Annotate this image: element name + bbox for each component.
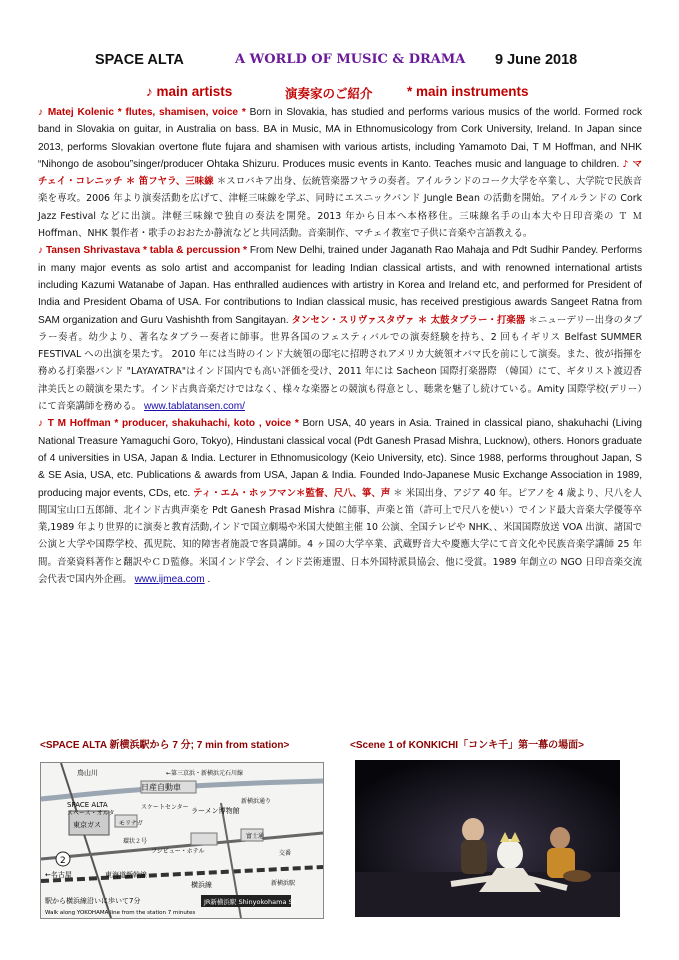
main-artists-label: ♪ main artists: [146, 84, 233, 99]
artist-bio-jp: ＊ニューデリー出身のタブラー奏者。幼少より、著名なタブラー奏者に師事。世界各国のフェスティバルでの演奏経験を持ち、2 回もイギリス Belfast SUMMER FESTIVAL への出演を果たす。 2010 年には当時のインド大統領の邸宅に招聘されアメリカ大統領オバマ氏を前にして演奏。また、彼が指揮を務める打楽器バンド "LAYAYATRA"はインド国内でも高い評価を受け、2011 年には Sacheon 国際打楽器際 （韓国）にて、ギタリスト渡辺香津美氏との競演を果たす。インド古典音楽だけではなく、様々な楽器との競演も得意とし、聴衆を魅了し続けている。Amity 国際学校(デリー）にて音楽講師を務める。: [38, 314, 642, 413]
map-text: 環状２号: [123, 838, 148, 845]
artist-bio-en: Born in Slovakia, has studied and performs various musics of the world. Formed rock band in Slovakia on guitar, in Australia on bass. BA in Music, MA in Ethnomusicology from Cork University, Ireland. In Japan since 2013, performs Slovakian overtone flute fujara and shamisen with various artists, including Yamamoto Dai, T M Hoffman, and NHK “Nihongo de asobou”singer/producer Ohtaka Shizuru. Produces music events in Kanto. Teaches music and language to children.: [38, 107, 643, 170]
map-text: フジビュー・ホテル: [151, 848, 205, 855]
artist-heading: ♪ T M Hoffman * producer, shakuhachi, koto , voice *: [38, 418, 299, 430]
artist-bio-hoffman: [38, 415, 642, 588]
artist-heading-jp: ♪ マチェイ・コレニッチ ＊ 笛フヤラ、三味線: [38, 158, 643, 188]
map-text: Walk along YOKOHAMA line from the station 7 minutes: [45, 910, 196, 916]
event-title: A WORLD OF MUSIC & DRAMA: [235, 52, 466, 67]
map-text: 東海道新幹線: [105, 871, 147, 879]
stage-photo: [355, 760, 620, 917]
map-text: 横浜線: [191, 881, 212, 889]
venue-name: SPACE ALTA: [95, 52, 184, 68]
artist-bios: [38, 104, 642, 588]
map-text: 駅から横浜線沿いに歩いて7分: [45, 897, 141, 905]
map-text: スケートセンター: [141, 804, 189, 811]
map-text: 新横浜駅: [271, 880, 296, 887]
artist-heading: ♪ Tansen Shrivastava * tabla & percussion *: [38, 245, 247, 257]
map-text: 富士通: [246, 833, 265, 840]
map-text: スペース・オルタ: [67, 810, 115, 817]
map-text: SPACE ALTA: [67, 801, 108, 809]
link-suffix: .: [204, 574, 211, 586]
map-text: 交番: [279, 850, 292, 857]
map-text: モリナガ: [119, 820, 143, 827]
map-text: 2: [60, 856, 66, 866]
artist-bio-jp: ＊スロバキア出身、伝統管楽器フヤラの奏者。アイルランドのコーク大学を卒業し、大学院で民族音楽を専攻。2006 年より演奏活動を広げて、津軽三味線を学ぶ、同時にエスニックバンド Jungle Bean の活動を開始。アイルランドの Cork Jazz Festival などに出演。津軽三味線で独自の奏法を開発。2013 年から日本へ本格移住。三味線名手の山本大や日印音楽の Ｔ Ｍ Hoffman、NHK 製作者・歌手のおおたか静流などと共同活動。音楽制作、マチェイ教室で子供に音楽や言語教える。: [38, 176, 643, 240]
map-text: 新横浜通り: [241, 798, 272, 805]
stage-photo-drawing: [355, 760, 620, 917]
artist-heading: ♪ Matej Kolenic * flutes, shamisen, voice *: [38, 107, 246, 118]
header: [0, 50, 679, 76]
artist-bio-en: From New Delhi, trained under Jaganath Rao Mahaja and Pdt Sudhir Pandey. Performs in many major events as solo artist and accompanist for leading Indian classical artists, and with renowned international artists including Kazumi Watanabe of Japan. Has enthralled audiences with artistry in Korea and Ireland etc, and performed for President of India and President Obama of USA. For contributions to Indian classical music, has received prestigious awards Sangeet Ratna from SAM organization and Guru Vashishth from Sangitayan.: [38, 245, 642, 326]
artist-heading-jp: タンセン・スリヴァスタヴァ ＊ 太鼓タブラー・打楽器: [291, 314, 526, 326]
artist-bio-en: Born USA, 40 years in Asia. Trained in classical piano, shakuhachi (Living National Treasure Yamaguchi Goro, Tokyo), Hindustani classical vocal (Pdt Ganesh Prasad Mishra, Lucknow), others. Honors graduate of 4 universities in USA, Japan & India. Lecturer in Ethnomusicology (Keio University, etc). Since 1988, performs throughout Japan, S & SE Asia, USA, etc. Publications & awards from USA, Japan & India. Founded Indo-Japanese Music Exchange Association in 1989, producing major events, CDs, etc.: [38, 418, 642, 499]
map-text: ←第三京浜・新横浜元石川線: [166, 770, 244, 777]
artist-heading-jp: ティ・エム・ホッフマン＊監督、尺八、箏、声: [193, 487, 391, 499]
artist-bio-jp: ＊ 米国出身、アジア 40 年。ピアノを 4 歳より、尺八を人間国宝山口五郎師、北インド古典声楽を Pdt Ganesh Prasad Mishra に師事、声楽と笛（許可上で尺八を使い）でインド最大音楽大学優等卒業,1989 年より世界的に演奏と教育活動,インドで国立劇場や米国大使館主催 10 公演、全国テレビや NHK、、米国国際放送 VOA 出演、諸国で公演と大学や国際学校、孤児院、知的障害者施設で客員講師。4 ヶ国の大学卒業、武蔵野音大や慶應大学にて音文化や民族音楽学講師 25 年間。音楽資料著作と翻訳やＣＤ監修。米国インド学会、インド芸術連盟、日本外国特派員協会、他に受賞。1989 年創立の NGO 日印音楽交流会代表で国内外企画。: [38, 487, 642, 586]
map-text: JR新横浜駅 Shinyokohama St.: [204, 898, 298, 906]
ijmea-link[interactable]: www.ijmea.com: [134, 574, 205, 586]
photo-caption: <Scene 1 of KONKICHI「コンキ千」第一幕の場面>: [350, 740, 584, 751]
map-text: 東京ガス: [73, 821, 101, 829]
location-map: [40, 762, 324, 919]
subheader: [0, 84, 679, 104]
map-caption: <SPACE ALTA 新横浜駅から 7 分; 7 min from station>: [40, 740, 290, 751]
map-text: ラーメン博物館: [191, 807, 240, 815]
map-text: ←名古屋: [45, 871, 72, 879]
artist-bio-kolenic: [38, 104, 642, 242]
artist-bio-shrivastava: [38, 242, 642, 415]
jp-intro-label: 演奏家のご紹介: [285, 86, 373, 101]
map-text: 日産自動車: [141, 783, 181, 792]
event-date: 9 June 2018: [495, 52, 578, 68]
map-text: 鳥山川: [77, 769, 98, 777]
tablatansen-link[interactable]: www.tablatansen.com/: [143, 401, 245, 413]
main-instruments-label: * main instruments: [407, 84, 529, 99]
map-drawing: [41, 763, 323, 918]
